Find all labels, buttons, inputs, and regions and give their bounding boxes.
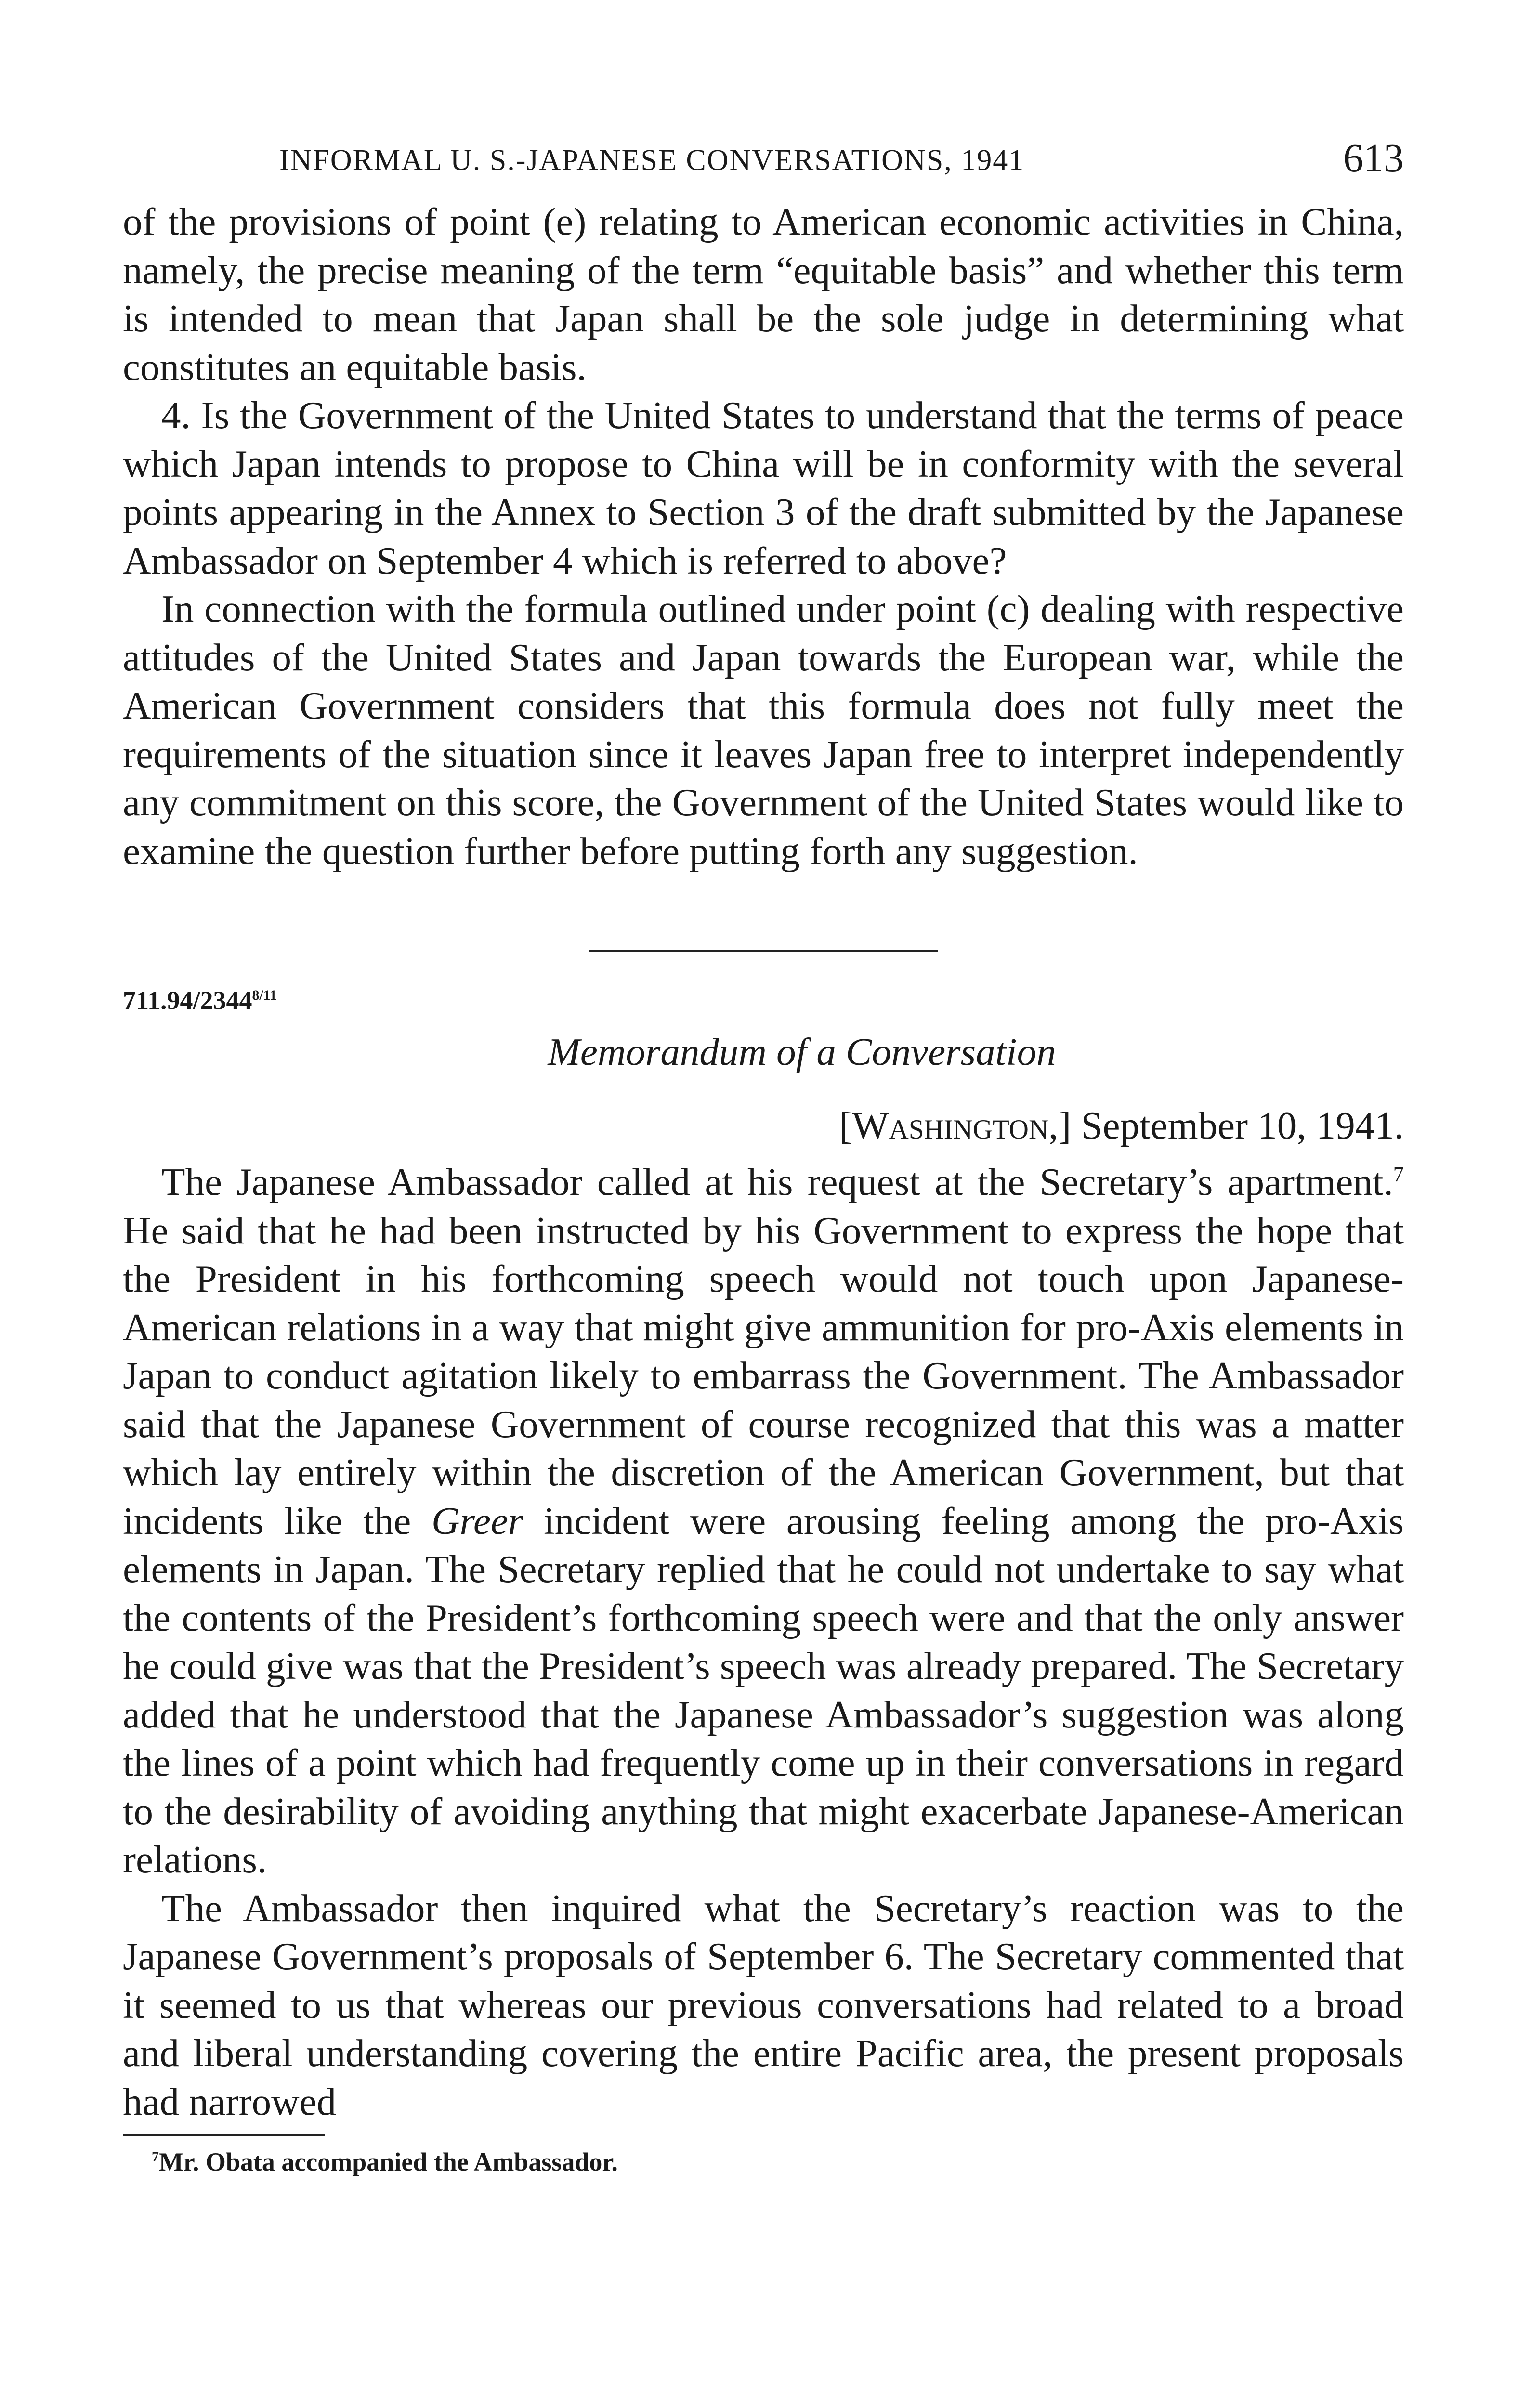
running-head — [123, 135, 1404, 197]
paragraph: 4. Is the Government of the United States to understand that the terms of peace which Japan intends to propose to China will be in conformity with the several points appearing in the Annex to Section 3 of the draft submitted by the Japanese Ambassador on September 4 which is referred to above? — [123, 393, 1404, 582]
dateline — [123, 1103, 1404, 1148]
footnote-rule — [123, 2134, 325, 2136]
paragraph: In connection with the formula outlined under point (c) dealing with respective attitudes of the United States and Japan towards the European war, while the American Government considers that this formula does not fully meet the requirements of the situation since it leaves Japan free to interpret independently any commitment on this score, the Government of the United States would like to examine the question further before putting forth any suggestion. — [123, 587, 1404, 873]
memo-body — [123, 1158, 1404, 2126]
paragraph-text: The Japanese Ambassador called at his request at the Secretary’s apartment. — [161, 1160, 1393, 1204]
file-number — [123, 985, 1404, 1015]
dateline-place: [Washington,] — [839, 1104, 1072, 1147]
running-title: INFORMAL U. S.-JAPANESE CONVERSATIONS, 1941 — [279, 144, 1025, 177]
section-divider — [589, 950, 938, 952]
paragraph: of the provisions of point (e) relating to American economic activities in China, namely, the precise meaning of the term “equitable basis” and whether this term is intended to mean that Japan shall be the sole judge in determining what constitutes an equitable basis. — [123, 200, 1404, 389]
section-continuation — [123, 197, 1404, 875]
document-page — [123, 135, 1404, 2177]
dateline-date: September 10, 1941. — [1081, 1104, 1404, 1147]
footnote-reference: 7 — [1393, 1162, 1404, 1186]
paragraph — [123, 1158, 1404, 1884]
footnote-mark: 7 — [152, 2149, 159, 2165]
paragraph-text: He said that he had been instructed by his Government to express the hope that the President in his forthcoming speech would not touch upon Japanese-American relations in a way that might give ammunition for pro-Axis elements in Japan to conduct agitation likely to embarrass the Government. The Ambassador said that the Japanese Government of course recognized that this was a matter which lay entirely within the discretion of the American Government, but that incidents like the — [123, 1208, 1404, 1543]
footnote — [152, 2147, 1404, 2177]
file-number-suffix: 8/11 — [252, 988, 277, 1003]
ship-name: Greer — [432, 1499, 523, 1543]
paragraph-text: incident were arousing feeling among the pro-Axis elements in Japan. The Secretary replied that he could not undertake to say what the contents of the President’s forthcoming speech were and that the only answer he could give was that the President’s speech was already prepared. The Secretary added that he understood that the Japanese Ambassador’s suggestion was along the lines of a point which had frequently come up in their conversations in regard to the desirability of avoiding anything that might exacerbate Japanese-American relations. — [123, 1499, 1404, 1881]
footnote-text: Mr. Obata accompanied the Ambassador. — [158, 2147, 618, 2176]
memo-title: Memorandum of a Conversation — [548, 1030, 1056, 1073]
page-number: 613 — [1343, 136, 1404, 181]
file-number-text: 711.94/2344 — [123, 986, 252, 1015]
paragraph: The Ambassador then inquired what the Secretary’s reaction was to the Japanese Government’s proposals of September 6. The Secretary commented that it seemed to us that whereas our previous conversations had related to a broad and liberal understanding covering the entire Pacific area, the present proposals had narrowed — [123, 1886, 1404, 2123]
